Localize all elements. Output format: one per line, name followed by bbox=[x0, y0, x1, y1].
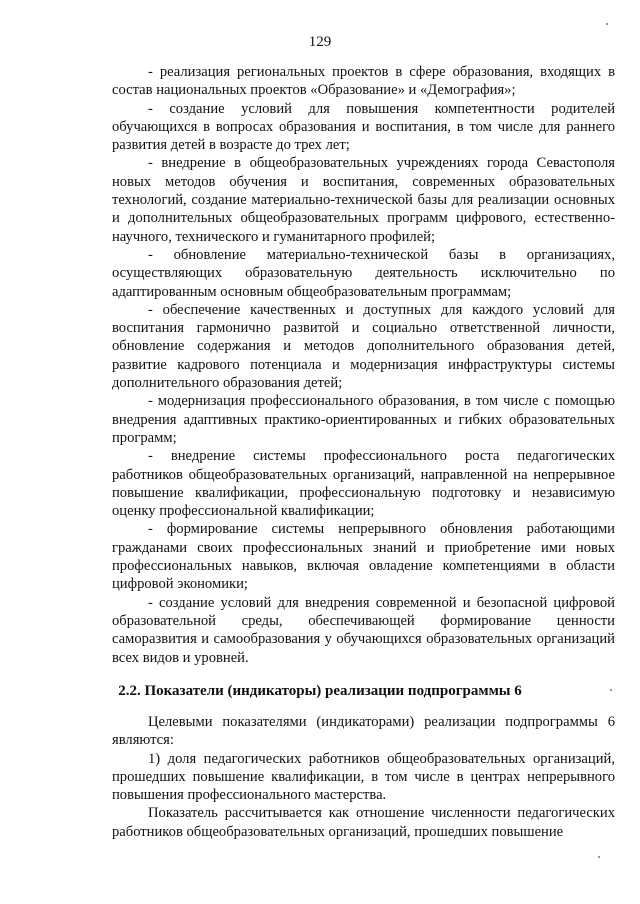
scan-speck bbox=[598, 856, 600, 858]
list-item: - обновление материально-технической базы в организациях, осуществляющих образовательную деятельность исключительно по адаптированным основным общеобразовательным программам; bbox=[112, 246, 615, 300]
list-item: - формирование системы непрерывного обновления работающими гражданами своих профессиональных знаний и приобретение ими новых профессиональных навыков, включая овладение компетенциями в области цифровой экономики; bbox=[112, 521, 615, 593]
list-item: - внедрение системы профессионального роста педагогических работников общеобразовательных организаций, направленной на непрерывное повышение квалификации, профессиональную подготовку и независимую оценку профессиональной квалификации; bbox=[112, 448, 615, 520]
page-number: 129 bbox=[308, 34, 332, 50]
list-item: - реализация региональных проектов в сфере образования, входящих в состав национальных проектов «Образование» и «Демография»; bbox=[112, 64, 615, 99]
list-item: - внедрение в общеобразовательных учреждениях города Севастополя новых методов обучения и воспитания, современных образовательных технологий, создание материально-технической базы для реализации основных и дополнительных общеобразовательных программ цифрового, естественно-научного, технического и гуманитарного профилей; bbox=[112, 155, 615, 245]
paragraph: Показатель рассчитывается как отношение численности педагогических работников общеобразовательных организаций, прошедших повышение bbox=[112, 805, 615, 840]
list-item: - создание условий для внедрения современной и безопасной цифровой образовательной среды, обеспечивающей формирование ценности саморазвития и самообразования у обучающихся образовательных организаций всех видов и уровней. bbox=[112, 594, 615, 666]
list-item: - обеспечение качественных и доступных для каждого условий для воспитания гармонично развитой и социально ответственной личности, обновление содержания и методов дополнительного образования детей, развитие кадрового потенциала и модернизация инфраструктуры системы дополнительного образования детей; bbox=[112, 301, 615, 392]
goals-list bbox=[112, 63, 615, 667]
indicators-text bbox=[112, 713, 615, 841]
paragraph: Целевыми показателями (индикаторами) реализации подпрограммы 6 являются: bbox=[112, 714, 615, 749]
section-heading: 2.2. Показатели (индикаторы) реализации подпрограммы 6 bbox=[118, 683, 522, 699]
list-item: - создание условий для повышения компетентности родителей обучающихся в вопросах образования и воспитания, в том числе для раннего развития детей в возрасте до трех лет; bbox=[112, 100, 615, 154]
list-item: - модернизация профессионального образования, в том числе с помощью внедрения адаптивных практико-ориентированных и гибких образовательных программ; bbox=[112, 393, 615, 446]
scan-speck bbox=[610, 689, 612, 691]
paragraph: 1) доля педагогических работников общеобразовательных организаций, прошедших повышение квалификации, в том числе в центрах непрерывного повышения профессионального мастерства. bbox=[112, 750, 615, 804]
scan-speck bbox=[606, 23, 608, 25]
